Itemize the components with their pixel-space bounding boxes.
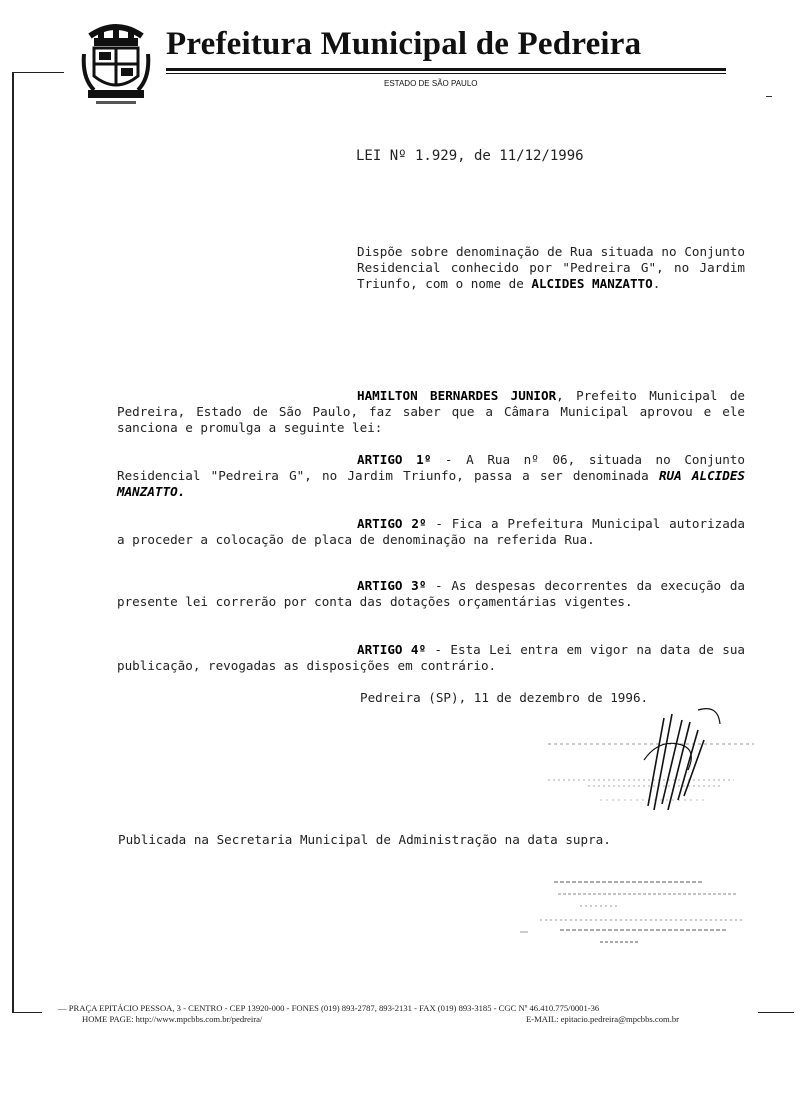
mayor-text: , Prefeito Municipal de Pedreira, Estado de São Paulo, faz saber que a Câmara Municipal aprovou e ele sanciona e promulga a seguinte lei: xyxy=(117,388,745,435)
header-rule xyxy=(166,68,726,71)
page-title: Prefeitura Municipal de Pedreira xyxy=(166,26,642,62)
law-number: LEI Nº 1.929, de 11/12/1996 xyxy=(356,148,584,164)
municipal-crest-icon xyxy=(80,14,152,110)
page-frame-top xyxy=(12,72,64,73)
page-frame-left xyxy=(12,72,14,1012)
article-4-label: ARTIGO 4º xyxy=(357,642,427,657)
footer-address: — PRAÇA EPITÁCIO PESSOA, 3 - CENTRO - CEP 13920-000 - FONES (019) 893-2787, 893-2131 - FAX (019) 893-3185 - CGC Nº 46.410.775/0001-36 xyxy=(58,1003,600,1013)
article-4-text: - Esta Lei entra em vigor na data de sua publicação, revogadas as disposições em contrário. xyxy=(117,642,745,673)
date-line: Pedreira (SP), 11 de dezembro de 1996. xyxy=(360,690,649,705)
law-summary xyxy=(357,244,745,292)
article-2 xyxy=(117,516,745,548)
article-3-label: ARTIGO 3º xyxy=(357,578,427,593)
article-1 xyxy=(117,452,745,500)
article-3 xyxy=(117,578,745,610)
state-subtitle: ESTADO DE SÃO PAULO xyxy=(384,79,478,88)
article-2-label: ARTIGO 2º xyxy=(357,516,427,531)
summary-name: ALCIDES MANZATTO xyxy=(531,276,653,291)
mayor-name: HAMILTON BERNARDES JUNIOR xyxy=(357,388,557,403)
summary-end: . xyxy=(652,276,661,291)
article-1-text: - A Rua nº 06, situada no Conjunto Residencial "Pedreira G", no Jardim Triunfo, passa a ser denominada xyxy=(117,452,745,483)
footer-homepage: HOME PAGE: http://www.mpcbbs.com.br/pedreira/ xyxy=(82,1014,263,1024)
article-1-street-name: RUA ALCIDES MANZATTO. xyxy=(117,468,745,499)
margin-mark xyxy=(766,96,772,97)
mayor-paragraph xyxy=(117,388,745,436)
article-1-label: ARTIGO 1º xyxy=(357,452,432,467)
page-frame-bottom-left xyxy=(12,1012,42,1013)
article-4 xyxy=(117,642,745,674)
official-stamp-icon xyxy=(520,872,750,952)
page-frame-bottom-right xyxy=(758,1012,794,1013)
header-rule-thin xyxy=(166,73,726,74)
article-2-text: - Fica a Prefeitura Municipal autorizada a proceder a colocação de placa de denominação na referida Rua. xyxy=(117,516,745,547)
footer-email: E-MAIL: epitacio.pedreira@mpcbbs.com.br xyxy=(526,1014,680,1024)
publication-note: Publicada na Secretaria Municipal de Administração na data supra. xyxy=(118,832,611,847)
article-3-text: - As despesas decorrentes da execução da presente lei correrão por conta das dotações orçamentárias vigentes. xyxy=(117,578,745,609)
summary-text: Dispõe sobre denominação de Rua situada no Conjunto Residencial conhecido por "Pedreira G", no Jardim Triunfo, com o nome de xyxy=(357,244,745,291)
mayor-signature-icon xyxy=(548,700,768,810)
